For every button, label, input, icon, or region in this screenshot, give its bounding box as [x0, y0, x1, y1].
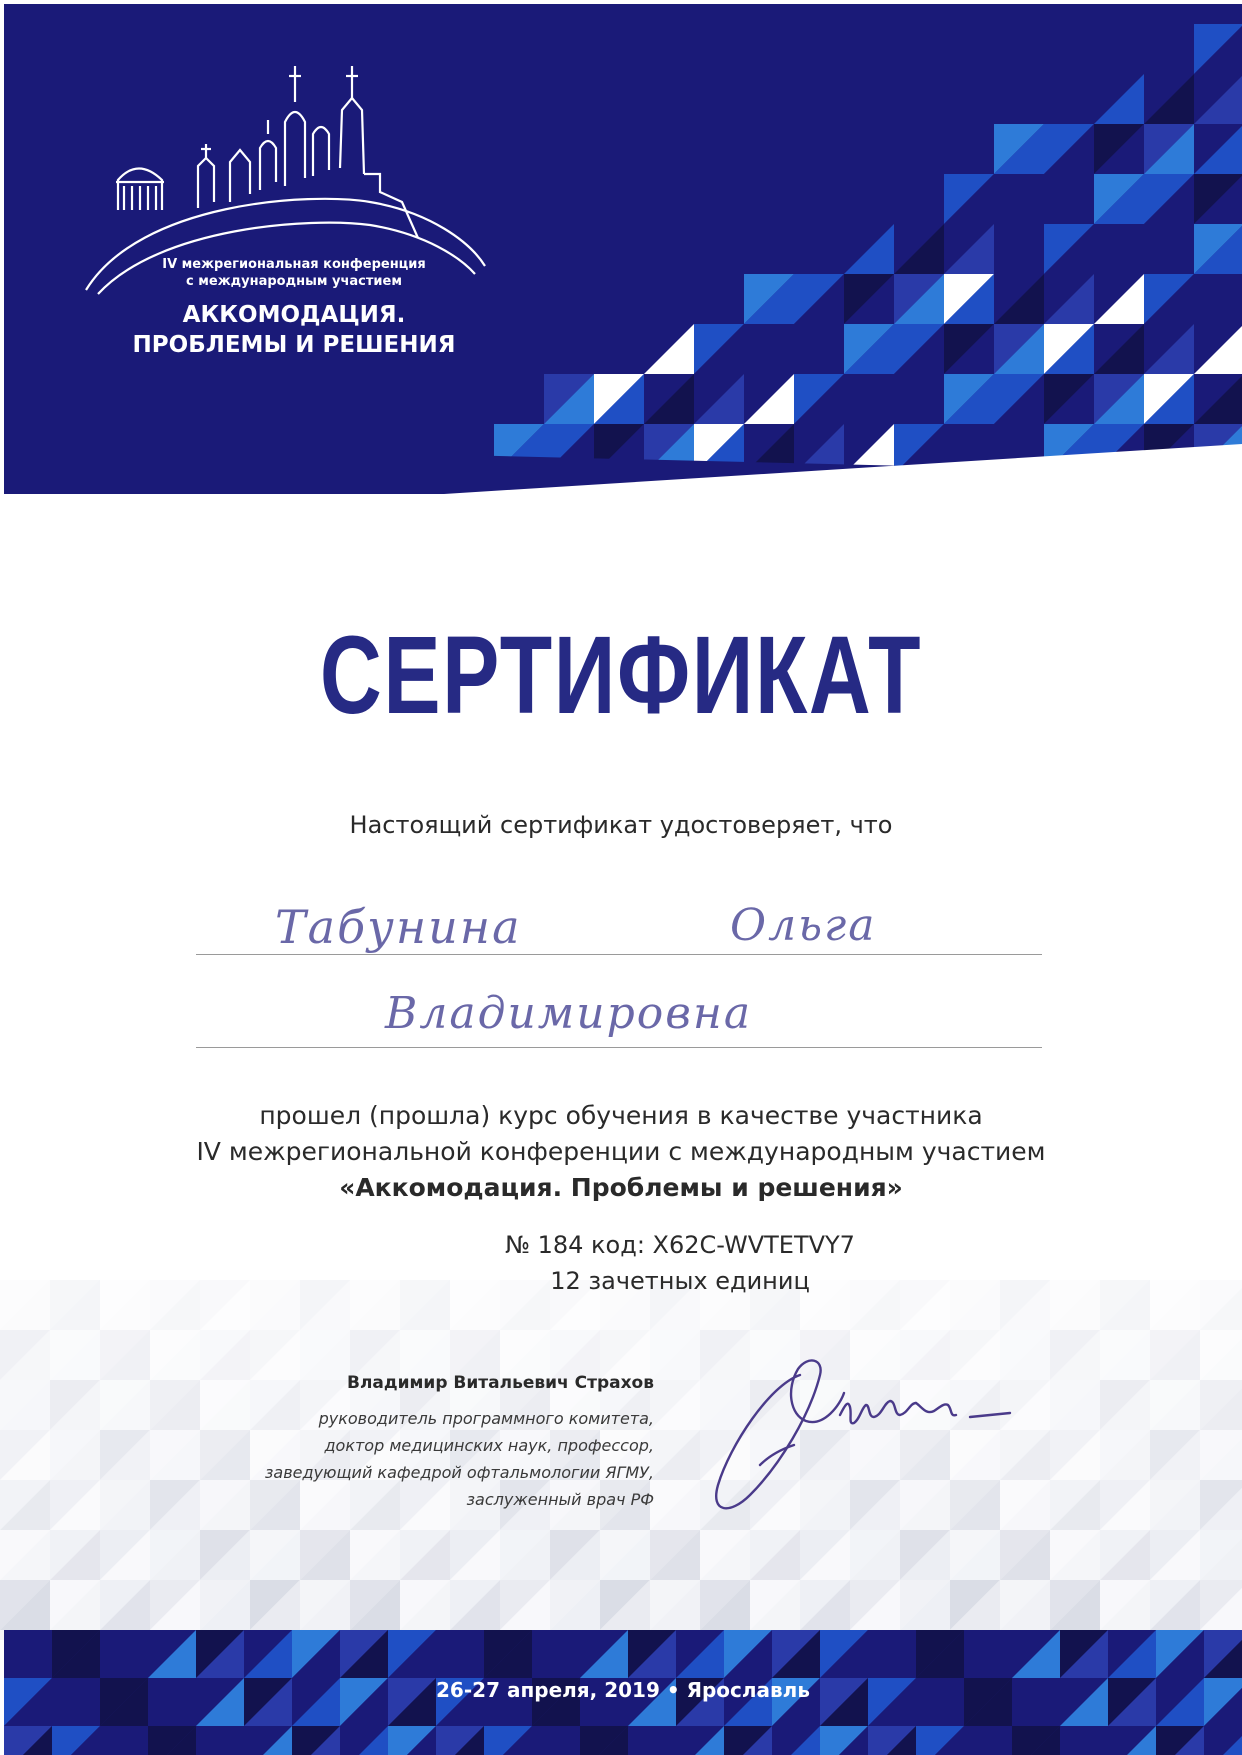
logo-title-line1: АККОМОДАЦИЯ.	[182, 302, 406, 328]
date-location: 26-27 апреля, 2019 • Ярославль	[436, 1678, 810, 1702]
conference-subtitle-line2: с международным участием	[186, 274, 402, 289]
name-underline-2	[196, 1047, 1042, 1048]
conference-subtitle	[64, 256, 524, 290]
handwritten-signature-icon	[690, 1345, 1030, 1525]
course-name: «Аккомодация. Проблемы и решения»	[339, 1173, 903, 1202]
signer-role-line1: руководитель программного комитета,	[318, 1409, 654, 1428]
signer-role-line2: доктор медицинских наук, профессор,	[324, 1436, 654, 1455]
conference-logo-title	[64, 300, 524, 360]
certificate-code-block	[480, 1227, 880, 1299]
signer-role	[265, 1405, 654, 1513]
credits-text: 12 зачетных единиц	[550, 1267, 810, 1295]
footer-banner	[4, 1630, 1242, 1755]
name-underline-1	[196, 954, 1042, 955]
header-banner	[4, 4, 1242, 494]
recipient-first-name: Ольга	[730, 900, 877, 951]
signer-name: Владимир Витальевич Страхов	[347, 1373, 654, 1393]
certificate-intro: Настоящий сертификат удостоверяет, что	[349, 811, 893, 839]
recipient-patronymic: Владимировна	[385, 988, 753, 1039]
recipient-surname: Табунина	[275, 900, 522, 954]
course-line1: прошел (прошла) курс обучения в качестве участника	[259, 1101, 983, 1130]
certificate-number-code: № 184 код: X62C-WVTETVY7	[505, 1231, 855, 1259]
signer-role-line3: заведующий кафедрой офтальмологии ЯГМУ,	[264, 1463, 654, 1482]
logo-title-line2: ПРОБЛЕМЫ И РЕШЕНИЯ	[132, 332, 456, 358]
certificate-title: СЕРТИФИКАТ	[319, 614, 923, 737]
course-description	[0, 1098, 1242, 1206]
signer-role-line4: заслуженный врач РФ	[466, 1490, 654, 1509]
course-line2: IV межрегиональной конференции с международным участием	[196, 1137, 1046, 1166]
conference-subtitle-line1: IV межрегиональная конференция	[162, 257, 426, 272]
